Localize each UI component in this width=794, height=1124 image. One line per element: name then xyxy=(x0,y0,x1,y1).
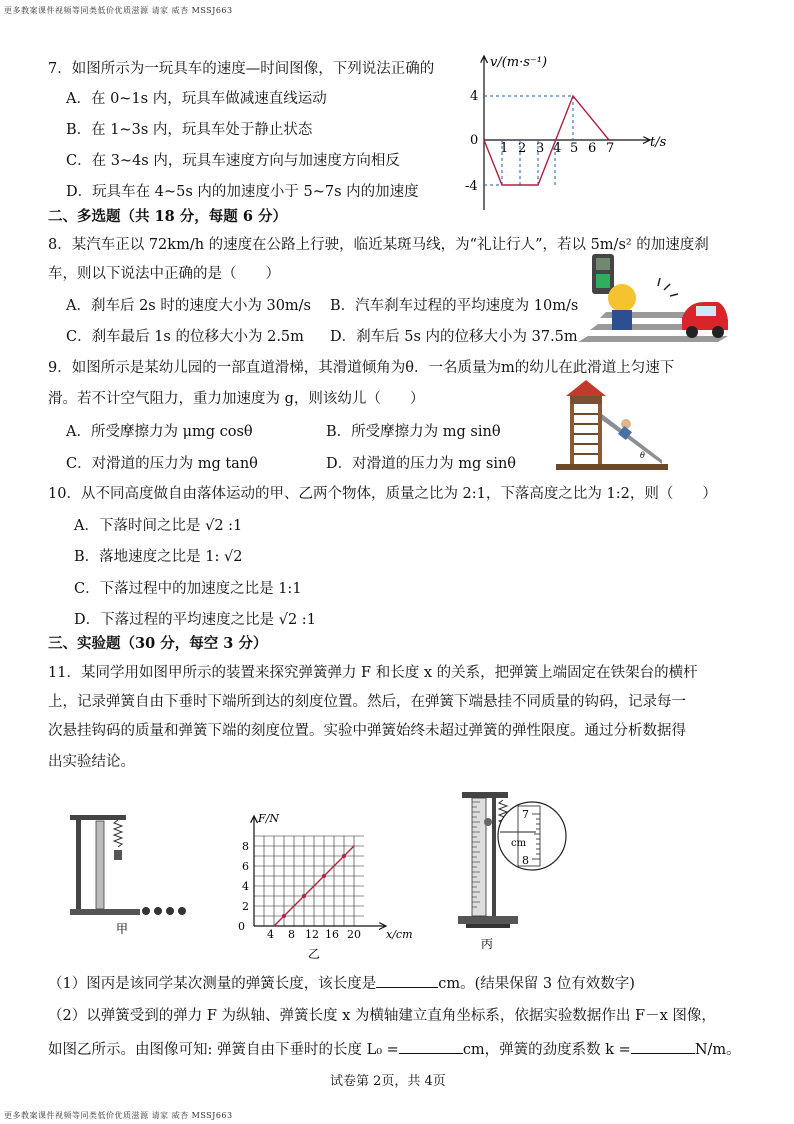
figure-jia-apparatus xyxy=(66,805,194,935)
q7-option-a[interactable]: A．在 0~1s 内，玩具车做减速直线运动 xyxy=(66,91,327,107)
t-axis-label: t/s xyxy=(650,135,667,150)
tick-t3: 3 xyxy=(536,141,545,156)
q11-sub2-line1: （2）以弹簧受到的弹力 F 为纵轴、弹簧长度 x 为横轴建立直角坐标系，依据实验数据作出 F－x 图像， xyxy=(48,1008,716,1024)
ruler-label-8: 8 xyxy=(522,854,529,867)
graph-tick-x4: 4 xyxy=(267,928,274,941)
q11-answer-l0[interactable] xyxy=(399,1039,463,1054)
graph-tick-x8: 8 xyxy=(288,928,295,941)
pedestrian-child-icon xyxy=(608,284,636,312)
q11-text-2: 上，记录弹簧自由下垂时下端所到达的刻度位置。然后，在弹簧下端悬挂不同质量的钩码，记录每一 xyxy=(48,694,686,710)
q11-sub2-mid: cm，弹簧的劲度系数 k = xyxy=(462,1042,631,1058)
q9-stem-2: 滑。若不计空气阻力，重力加速度为 g，则该幼儿（ ） xyxy=(48,391,425,407)
figure-bing-ruler xyxy=(448,788,573,958)
section-2-title: 二、多选题（共 18 分，每题 6 分） xyxy=(48,208,287,225)
graph-tick-y4: 4 xyxy=(242,880,249,893)
graph-origin: 0 xyxy=(238,920,245,933)
q8-crosswalk-illustration xyxy=(578,250,738,350)
graph-tick-y2: 2 xyxy=(242,900,249,913)
q11-text-4: 出实验结论。 xyxy=(48,754,135,770)
ruler-label-7: 7 xyxy=(522,808,529,821)
q11-answer-length[interactable] xyxy=(376,973,438,988)
q11-sub2-unit: N/m。 xyxy=(694,1042,741,1058)
page-footer-header: 更多教案课件视频等同类低价优质滋源 请家 威杏 MSSJ663 xyxy=(4,1111,233,1120)
figure-bing-label: 丙 xyxy=(481,937,494,951)
ruler-label-cm: cm xyxy=(511,838,527,849)
tick-t4: 4 xyxy=(553,141,562,156)
tick-t1: 1 xyxy=(500,141,509,156)
graph-y-label: F/N xyxy=(258,812,279,825)
q11-sub2-line2 xyxy=(48,1038,741,1059)
figure-yi-fx-graph xyxy=(230,810,420,960)
q11-sub1-unit: cm。(结果保留 3 位有效数字) xyxy=(438,976,635,992)
q7-stem: 7．如图所示为一玩具车的速度—时间图像，下列说法正确的 xyxy=(48,61,435,77)
q10-option-d[interactable]: D．下落过程的平均速度之比是 √2 :1 xyxy=(74,612,316,628)
page-header: 更多教案课件视频等同类低价优质滋源 请家 威杏 MSSJ663 xyxy=(4,6,233,15)
graph-tick-x16: 16 xyxy=(325,928,339,941)
q11-text-3: 次悬挂钩码的质量和弹簧下端的刻度位置。实验中弹簧始终未超过弹簧的弹性限度。通过分析数据得 xyxy=(48,723,686,739)
tick-t6: 6 xyxy=(588,141,597,156)
graph-tick-y8: 8 xyxy=(242,840,249,853)
q9-option-a[interactable]: A．所受摩擦力为 μmg cosθ xyxy=(66,424,253,440)
graph-x-label: x/cm xyxy=(386,928,413,941)
q11-text-1: 11．某同学用如图甲所示的装置来探究弹簧弹力 F 和长度 x 的关系，把弹簧上端固定在铁架台的横杆 xyxy=(48,665,698,681)
q11-sub2-text: 如图乙所示。由图像可知: 弹簧自由下垂时的长度 L₀ = xyxy=(48,1042,399,1058)
tick-t5: 5 xyxy=(570,141,579,156)
tick-4: 4 xyxy=(470,89,479,104)
q7-vt-graph xyxy=(460,48,670,213)
q11-sub1 xyxy=(48,972,635,993)
tick-t2: 2 xyxy=(518,141,527,156)
q10-option-c[interactable]: C．下落过程中的加速度之比是 1:1 xyxy=(74,581,302,597)
q9-option-b[interactable]: B．所受摩擦力为 mg sinθ xyxy=(326,424,501,440)
q8-option-d[interactable]: D．刹车后 5s 内的位移大小为 37.5m xyxy=(330,329,578,345)
graph-tick-x20: 20 xyxy=(347,928,361,941)
tick-neg4: -4 xyxy=(465,179,478,194)
v-axis-label: v/(m·s⁻¹) xyxy=(490,55,548,70)
q8-option-c[interactable]: C．刹车最后 1s 的位移大小为 2.5m xyxy=(66,329,304,345)
q8-stem-1: 8．某汽车正以 72km/h 的速度在公路上行驶，临近某斑马线，为“礼让行人”，若以 5m/s² 的加速度刹 xyxy=(48,237,709,253)
q7-option-b[interactable]: B．在 1~3s 内，玩具车处于静止状态 xyxy=(66,122,313,138)
q11-sub1-text: （1）图丙是该同学某次测量的弹簧长度，该长度是 xyxy=(48,976,377,992)
figure-yi-label: 乙 xyxy=(308,947,321,960)
graph-tick-x12: 12 xyxy=(305,928,319,941)
q9-option-d[interactable]: D．对滑道的压力为 mg sinθ xyxy=(326,456,517,472)
q7-option-d[interactable]: D．玩具车在 4~5s 内的加速度小于 5~7s 内的加速度 xyxy=(66,184,419,200)
q8-stem-2: 车，则以下说法中正确的是（ ） xyxy=(48,266,280,282)
q10-option-b[interactable]: B．落地速度之比是 1: √2 xyxy=(74,549,243,565)
tick-t7: 7 xyxy=(606,141,615,156)
graph-tick-y6: 6 xyxy=(242,860,249,873)
q11-answer-k[interactable] xyxy=(631,1039,695,1054)
page-number: 试卷第 2页，共 4页 xyxy=(330,1074,446,1089)
figure-jia-label: 甲 xyxy=(116,922,129,935)
q9-slide-illustration xyxy=(556,378,668,472)
q9-stem-1: 9．如图所示是某幼儿园的一部直道滑梯，其滑道倾角为θ．一名质量为m的幼儿在此滑道上匀速下 xyxy=(48,360,675,376)
section-3-title: 三、实验题（30 分，每空 3 分） xyxy=(48,635,268,652)
tick-0: 0 xyxy=(470,133,479,148)
q8-option-b[interactable]: B．汽车刹车过程的平均速度为 10m/s xyxy=(330,298,579,314)
slide-angle-label: θ xyxy=(640,451,645,460)
q10-stem: 10．从不同高度做自由落体运动的甲、乙两个物体，质量之比为 2:1，下落高度之比为 1:2，则（ ） xyxy=(48,486,717,502)
q10-option-a[interactable]: A．下落时间之比是 √2 :1 xyxy=(74,518,243,534)
q7-option-c[interactable]: C．在 3~4s 内，玩具车速度方向与加速度方向相反 xyxy=(66,153,400,169)
q8-option-a[interactable]: A．刹车后 2s 时的速度大小为 30m/s xyxy=(66,298,311,314)
q9-option-c[interactable]: C．对滑道的压力为 mg tanθ xyxy=(66,456,258,472)
